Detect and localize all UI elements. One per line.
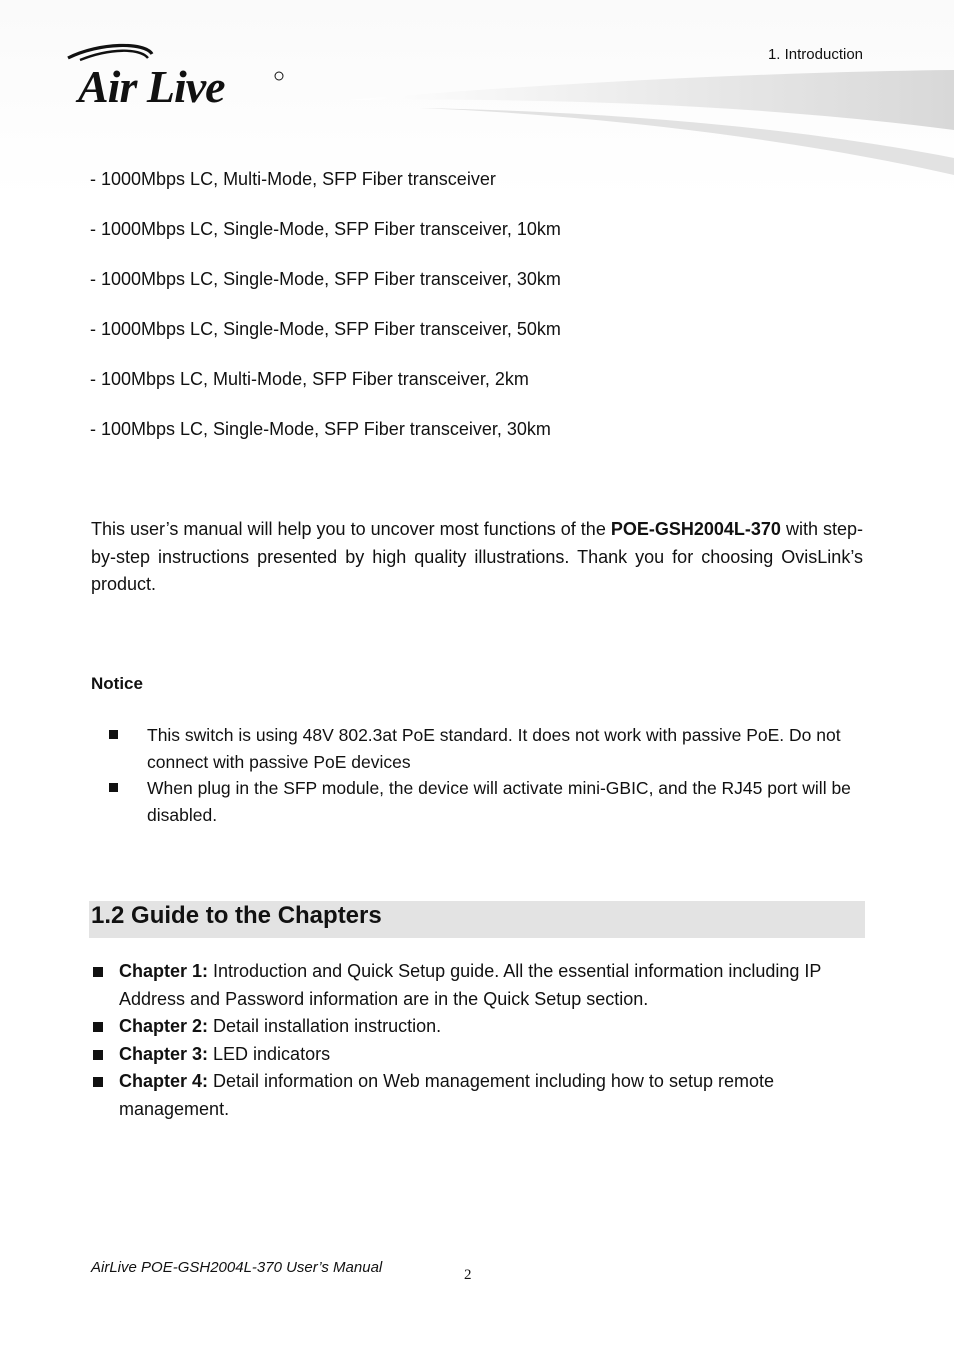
chapter-text: Detail installation instruction. xyxy=(208,1016,442,1036)
chapter-label: Chapter 1: xyxy=(119,961,209,981)
chapter-label: Chapter 2: xyxy=(119,1016,209,1036)
chapter-text: Introduction and Quick Setup guide. All the essential information including IP Address and Password information are in the Quick Setup section. xyxy=(119,961,822,1009)
intro-text-before: This user’s manual will help you to uncover most functions of the xyxy=(91,519,611,539)
fiber-item: - 1000Mbps LC, Single-Mode, SFP Fiber transceiver, 10km xyxy=(90,219,561,239)
intro-text-after: with step-by-step instructions presented by high quality illustrations. Thank you for choosing OvisLink’s product. xyxy=(91,519,864,594)
intro-paragraph xyxy=(91,516,863,599)
chapter-text: Detail information on Web management including how to setup remote management. xyxy=(119,1071,774,1119)
page-number: 2 xyxy=(464,1267,472,1283)
square-bullet-icon xyxy=(93,967,103,977)
section-label: 1. Introduction xyxy=(767,46,863,63)
fiber-item: - 100Mbps LC, Single-Mode, SFP Fiber transceiver, 30km xyxy=(90,419,551,439)
chapter-text: LED indicators xyxy=(208,1043,331,1064)
fiber-item: - 1000Mbps LC, Multi-Mode, SFP Fiber transceiver xyxy=(90,169,496,189)
fiber-item: - 1000Mbps LC, Single-Mode, SFP Fiber transceiver, 30km xyxy=(90,269,561,289)
chapter-item xyxy=(91,1013,863,1041)
chapter-label: Chapter 4: xyxy=(119,1071,209,1091)
square-bullet-icon xyxy=(109,783,118,792)
fiber-item: - 100Mbps LC, Multi-Mode, SFP Fiber transceiver, 2km xyxy=(90,369,529,389)
airlive-logo xyxy=(60,40,300,110)
chapter-list xyxy=(91,958,863,1123)
notice-item xyxy=(91,722,863,775)
chapter-item xyxy=(91,1041,863,1069)
notice-item-text: This switch is using 48V 802.3at PoE standard. It does not work with passive PoE. Do not connect with passive PoE devices xyxy=(147,725,841,772)
chapter-item xyxy=(91,958,863,1013)
fiber-item: - 1000Mbps LC, Single-Mode, SFP Fiber transceiver, 50km xyxy=(90,319,561,339)
notice-list xyxy=(91,722,863,828)
notice-item xyxy=(91,775,863,828)
section-heading: 1.2 Guide to the Chapters xyxy=(91,902,382,929)
square-bullet-icon xyxy=(93,1077,103,1087)
notice-title: Notice xyxy=(91,674,143,693)
chapter-label: Chapter 3: xyxy=(119,1043,209,1064)
square-bullet-icon xyxy=(93,1022,103,1032)
logo-wordmark: Air Live xyxy=(78,61,225,110)
chapter-item xyxy=(91,1068,863,1123)
product-name: POE-GSH2004L-370 xyxy=(610,519,781,539)
square-bullet-icon xyxy=(109,730,118,739)
square-bullet-icon xyxy=(93,1050,103,1060)
notice-item-text: When plug in the SFP module, the device will activate mini-GBIC, and the RJ45 port will be disabled. xyxy=(147,778,851,825)
footer-manual-title: AirLive POE-GSH2004L-370 User’s Manual xyxy=(91,1259,383,1276)
